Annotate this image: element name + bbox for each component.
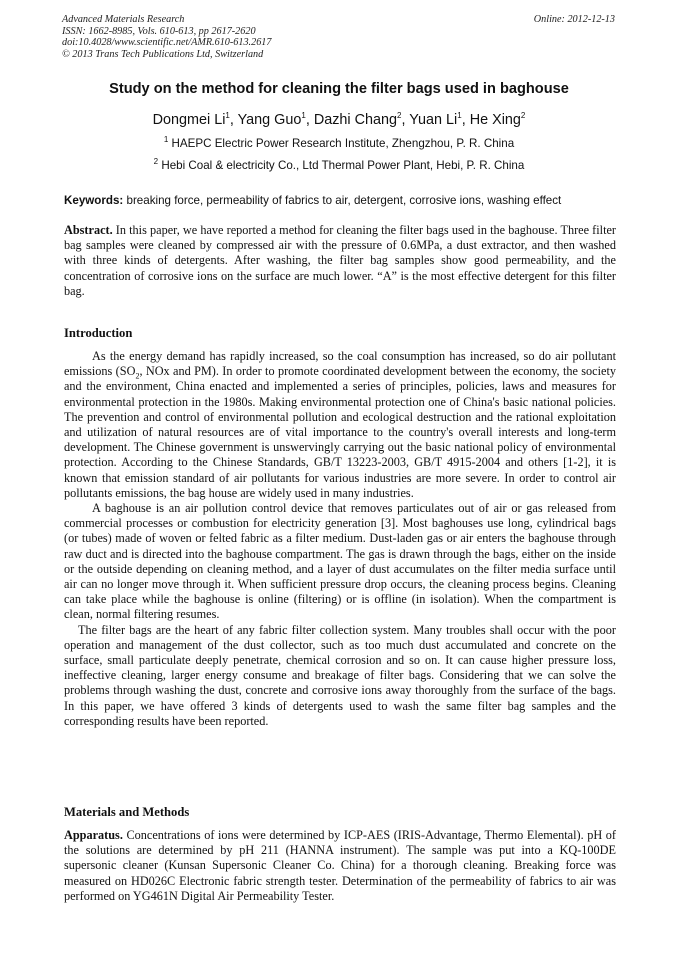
affiliation-1 [0,137,678,150]
intro-paragraph-1 [64,349,616,501]
author-affiliation-mark: 1 [301,111,306,121]
so2-subscript: 2 [135,371,140,381]
introduction-body [64,349,616,729]
journal-header [62,14,271,60]
affiliation-mark: 2 [153,157,159,167]
affiliation-text: HAEPC Electric Power Research Institute, Zhengzhou, P. R. China [168,137,515,150]
author-name: He Xing [469,112,521,128]
author-separator: , [461,112,470,128]
methods-heading: Materials and Methods [64,805,190,819]
abstract [64,223,616,299]
affiliation-2 [0,159,678,172]
keywords [64,194,561,207]
affiliation-mark: 1 [163,135,169,145]
online-date: Online: 2012-12-13 [533,14,615,25]
intro-paragraph-2: A baghouse is an air pollution control device that removes particulates out of air or gas released from commercial processes or combustion for electricity generation [3]. Most baghouses use long, cylindrical bags (or tubes) made of woven or felted fabric as a filter medium. Dust-laden gas or air enters the baghouse through raw duct and is directed into the baghouse compartment. The gas is drawn through the bags, either on the inside or the outside depending on cleaning method, and a layer of dust accumulates on the filter media surface until air can no longer move through it. When sufficient pressure drop occurs, the cleaning process begins. Cleaning can take place while the baghouse is online (filtering) or is offline (in isolation). When the compartment is clean, normal filtering resumes. [64,501,616,622]
affiliation-text: Hebi Coal & electricity Co., Ltd Thermal Power Plant, Hebi, P. R. China [158,159,525,172]
paper-title: Study on the method for cleaning the filter bags used in baghouse [109,81,569,97]
introduction-heading: Introduction [64,326,133,340]
author-separator: , [229,112,238,128]
issn-line: ISSN: 1662-8985, Vols. 610-613, pp 2617-2620 [62,25,256,37]
abstract-label: Abstract. [64,223,113,237]
author-separator: , [401,112,410,128]
copyright-line: © 2013 Trans Tech Publications Ltd, Switzerland [62,48,264,60]
doi-line: doi:10.4028/www.scientific.net/AMR.610-613.2617 [62,37,272,49]
intro-p1-text-b: , NOx and PM). In order to promote coordinated development between the economy, the society and the environment, China enacted and implemented a series of principles, policies, laws and measures for environmental protection in the 1980s. Making environmental protection one of China's basic national policies. The prevention and control of environmental pollution and ecological destruction and the rational exploitation and utilization of natural resources are of vital importance to the country's overall interests and long-term development. The Chinese government is unswervingly carrying out the basic national policy of environmental protection. According to the Chinese Standards, GB/T 13223-2003, GB/T 4915-2004 and others [1-2], it is known that emission standard of air pollutants for various industries are more severe. In order to control air pollutants emissions, the bag house are widely used in many industries. [64,364,616,500]
author-list [0,112,678,128]
author-name: Dazhi Chang [313,112,398,128]
abstract-text: In this paper, we have reported a method for cleaning the filter bags used in the baghouse. Three filter bag samples were cleaned by compressed air with the pressure of 0.6MPa, a dust extractor, and then washed with three kinds of detergents. After washing, the filter bag samples show good permeability, and the concentration of corrosive ions on the surface are much lower. “A” is the most effective detergent for this filter bag. [64,223,616,298]
apparatus-label: Apparatus. [64,828,123,842]
intro-paragraph-3: The filter bags are the heart of any fabric filter collection system. Many troubles shall occur with the poor operation and management of the dust collector, such as too much dust accumulated and concrete on the surface, small particulate deeply penetrate, chemical corrosion and so on. It can cause higher pressure loss, ineffective cleaning, larger energy consume and breakage of filter bags. Considering that we can solve the problems through washing the dust, concrete and corrosive ions away thoroughly from the surface of the bags. In this paper, we have offered 3 kinds of detergents used to wash the same filter bag samples and the corresponding results have been reported. [64,622,616,728]
author-name: Dongmei Li [152,112,226,128]
author-name: Yuan Li [409,112,458,128]
author-affiliation-mark: 2 [520,111,526,121]
author-affiliation-mark: 1 [457,111,462,121]
apparatus-text: Concentrations of ions were determined by ICP-AES (IRIS-Advantage, Thermo Elemental). pH of the solutions are determined by pH 211 (HANNA instrument). The sample was put into a KQ-100DE supersonic cleaner (Kunsan Supersonic Cleaner Co. China) for a thorough cleaning. Breaking force was measured on HD026C Electronic fabric strength tester. Determination of the permeability of fabrics to air was performed on YG461N Digital Air Permeability Tester. [64,828,616,903]
author-name: Yang Guo [237,112,302,128]
author-separator: , [305,112,314,128]
keywords-label: Keywords: [64,194,124,207]
author-affiliation-mark: 2 [397,111,402,121]
keywords-text: breaking force, permeability of fabrics to air, detergent, corrosive ions, washing effect [123,194,562,207]
author-affiliation-mark: 1 [225,111,230,121]
journal-name: Advanced Materials Research [62,14,185,25]
methods-body [64,828,616,904]
intro-p1-text-a: As the energy demand has rapidly increased, so the coal consumption has increased, so do air pollutant emissions (SO [64,349,616,379]
